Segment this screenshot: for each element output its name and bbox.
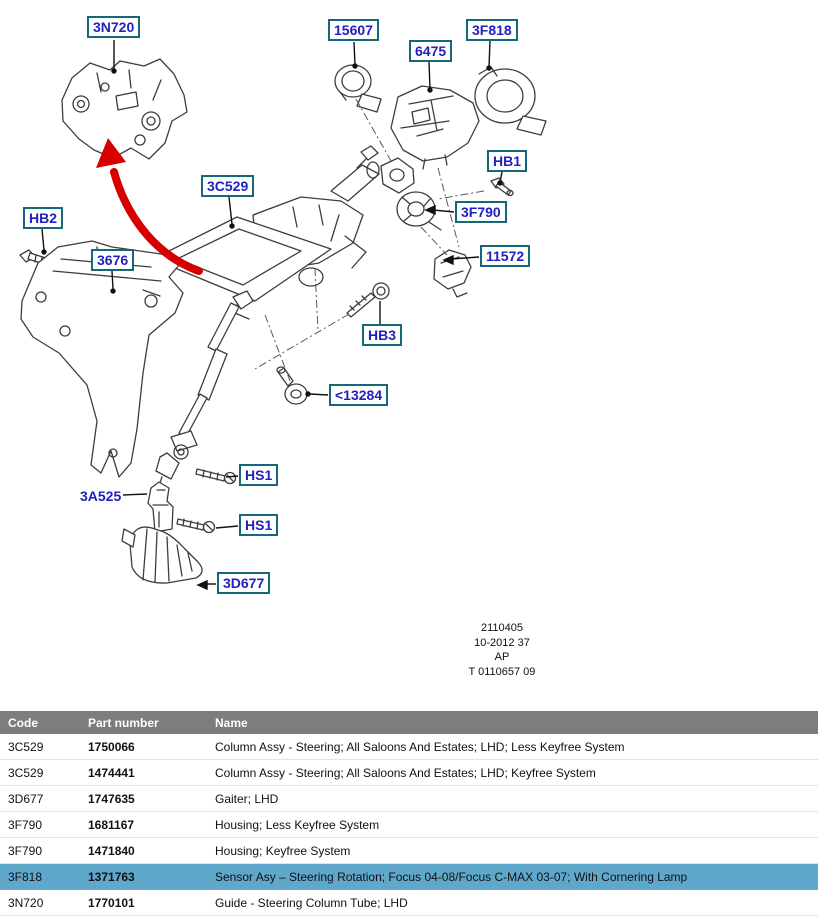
callout-HB2[interactable]: HB2 bbox=[23, 207, 63, 229]
cell-part-number: 1750066 bbox=[88, 734, 215, 760]
callout-11572[interactable]: 11572 bbox=[480, 245, 530, 267]
stamp-line-3: AP bbox=[494, 651, 510, 663]
cell-part-number: 1770101 bbox=[88, 890, 215, 916]
part-gaiter-3D677 bbox=[122, 527, 202, 583]
cell-name: Column Assy - Steering; All Saloons And Estates; LHD; Keyfree System bbox=[215, 760, 818, 786]
col-header-code: Code bbox=[0, 711, 88, 734]
cell-code: 3C529 bbox=[0, 734, 88, 760]
callout-3F818[interactable]: 3F818 bbox=[466, 19, 518, 41]
table-header-row bbox=[0, 711, 818, 734]
part-bolt-HB1 bbox=[491, 178, 513, 196]
callout-3676[interactable]: 3676 bbox=[91, 249, 134, 271]
stamp-line-2: 10-2012 37 bbox=[474, 636, 530, 649]
callout-6475[interactable]: 6475 bbox=[409, 40, 452, 62]
cell-code: 3N720 bbox=[0, 890, 88, 916]
table-row[interactable] bbox=[0, 890, 818, 916]
part-bolt-HB3 bbox=[347, 283, 389, 317]
part-lock-cylinder-6475 bbox=[391, 86, 479, 169]
callout-HS1-upper[interactable]: HS1 bbox=[239, 464, 278, 486]
callout-3D677[interactable]: 3D677 bbox=[217, 572, 270, 594]
table-row[interactable] bbox=[0, 734, 818, 760]
cell-code: 3D677 bbox=[0, 786, 88, 812]
callout-3C529[interactable]: 3C529 bbox=[201, 175, 254, 197]
callout-3N720[interactable]: 3N720 bbox=[87, 16, 140, 38]
callout-HB3[interactable]: HB3 bbox=[362, 324, 402, 346]
part-rotation-sensor-3F818 bbox=[475, 67, 546, 135]
cell-part-number: 1681167 bbox=[88, 812, 215, 838]
callout-13284[interactable]: <13284 bbox=[329, 384, 388, 406]
callout-HS1-lower[interactable]: HS1 bbox=[239, 514, 278, 536]
cell-code: 3F790 bbox=[0, 812, 88, 838]
cell-part-number: 1474441 bbox=[88, 760, 215, 786]
cell-name: Gaiter; LHD bbox=[215, 786, 818, 812]
part-coupling-3A525 bbox=[148, 482, 173, 532]
col-header-name: Name bbox=[215, 711, 818, 734]
table-row[interactable] bbox=[0, 760, 818, 786]
callout-3F790[interactable]: 3F790 bbox=[455, 201, 507, 223]
col-header-part-number: Part number bbox=[88, 711, 215, 734]
cell-code: 3C529 bbox=[0, 760, 88, 786]
callout-3A525[interactable]: 3A525 bbox=[80, 488, 122, 504]
part-guide-bracket-3N720 bbox=[62, 59, 187, 159]
part-grommet-13284 bbox=[277, 367, 307, 404]
cell-part-number: 1471840 bbox=[88, 838, 215, 864]
cell-name: Column Assy - Steering; All Saloons And Estates; LHD; Less Keyfree System bbox=[215, 734, 818, 760]
cell-name: Sensor Asy – Steering Rotation; Focus 04-08/Focus C-MAX 03-07; With Cornering Lamp bbox=[215, 864, 818, 890]
cell-name: Guide - Steering Column Tube; LHD bbox=[215, 890, 818, 916]
callout-15607[interactable]: 15607 bbox=[328, 19, 379, 41]
table-row-selected[interactable] bbox=[0, 864, 818, 890]
parts-table bbox=[0, 711, 818, 916]
cell-code: 3F790 bbox=[0, 838, 88, 864]
stamp-line-1: 2110405 bbox=[480, 622, 523, 634]
part-grommet-15607 bbox=[335, 65, 381, 112]
part-housing-3F790 bbox=[381, 158, 441, 230]
callout-HB1[interactable]: HB1 bbox=[487, 150, 527, 172]
cell-name: Housing; Keyfree System bbox=[215, 838, 818, 864]
drawing-stamp bbox=[436, 621, 568, 679]
part-screw-HS1-lower bbox=[177, 519, 215, 533]
cell-part-number: 1371763 bbox=[88, 864, 215, 890]
part-intermediate-shaft bbox=[156, 291, 253, 489]
table-row[interactable] bbox=[0, 812, 818, 838]
stamp-line-4: T 0110657 09 bbox=[468, 665, 536, 678]
cell-code: 3F818 bbox=[0, 864, 88, 890]
table-row[interactable] bbox=[0, 786, 818, 812]
part-support-bracket-3676 bbox=[21, 241, 183, 477]
cell-name: Housing; Less Keyfree System bbox=[215, 812, 818, 838]
table-row[interactable] bbox=[0, 838, 818, 864]
cell-part-number: 1747635 bbox=[88, 786, 215, 812]
